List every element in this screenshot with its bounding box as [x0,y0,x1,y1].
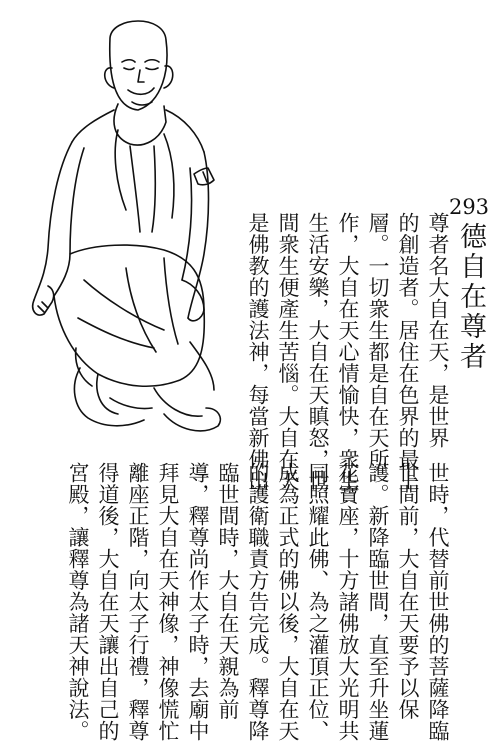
body-column: 臨世間時，大自在天親為前 [216,462,240,720]
arhat-arm-left [34,142,72,300]
body-column: 成為正式的佛以後，大自在天 [276,462,300,742]
arhat-illustration [14,18,246,448]
body-column: 生活安樂，大自在天瞋怒，世 [306,212,330,492]
arhat-robe-collar [114,104,166,145]
body-column: 是佛教的護法神，每當新佛出 [246,212,270,492]
body-column: 同照耀此佛、為之灌頂正位、 [306,462,330,742]
body-column: 拜見大自在天神像，神像慌忙 [156,462,180,742]
body-column: 得道後，大自在天讓出自己的 [96,462,120,742]
body-column: 宮殿，讓釋尊為諸天神說法。 [66,462,90,742]
entry-title: 德自在尊者 [455,222,486,372]
body-column: 尊者名大自在天，是世界 [426,212,450,449]
arhat-lap [70,245,204,310]
body-column: 世時，代替前世佛的菩薩降臨 [426,462,450,742]
body-column: 的創造者。居住在色界的最上 [396,212,420,492]
body-column: 世間前，大自在天要予以保 [396,462,420,720]
body-column: 層。一切衆生都是自在天所 [366,212,390,470]
arhat-foot [164,408,220,431]
body-column: 導，釋尊尚作太子時，去廟中 [186,462,210,742]
body-column: 花寶座，十方諸佛放大光明共 [336,462,360,742]
body-column: 間衆生便產生苦惱。大自在天 [276,212,300,492]
body-column: 作，大自在天心情愉快，衆生 [336,212,360,492]
body-column: 的護衛職責方告完成。釋尊降 [246,462,270,742]
entry-number: 293 [448,195,490,219]
body-column: 離座正階，向太子行禮，釋尊 [126,462,150,742]
body-column: 護。新降臨世間，直至升坐蓮 [366,462,390,742]
arhat-head [110,21,167,110]
